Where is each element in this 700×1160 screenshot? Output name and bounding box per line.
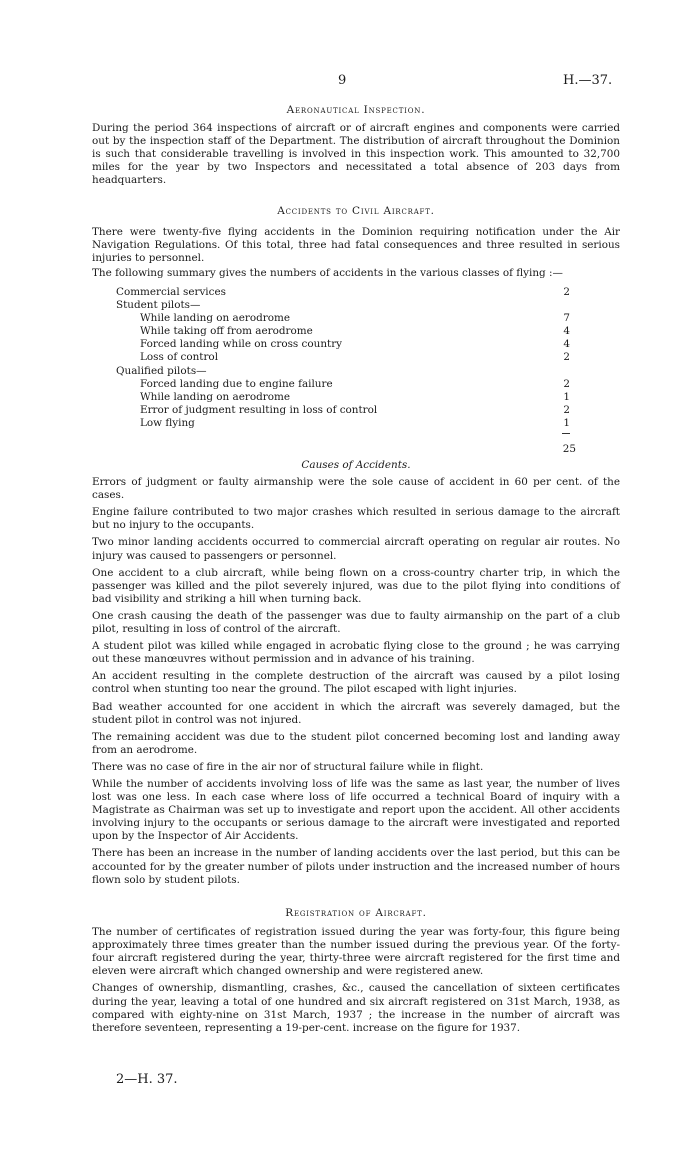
accident-summary-table: [116, 286, 620, 430]
summary-row: [116, 299, 620, 312]
paragraph: While the number of accidents involving loss of life was the same as last year, the number of lives lost was one less. In each case where loss of life occurred a technical Board of inquiry with a Magistrate as Chairman was set up to investigate and report upon the accident. All other accidents involving injury to the occupants or serious damage to the aircraft were investigated and reported upon by the Inspector of Air Accidents.: [92, 777, 620, 843]
summary-row: [116, 391, 620, 404]
paragraph: The number of certificates of registration issued during the year was forty-four, this figure being approximately three times greater than the number issued during the previous year. Of the forty-four aircraft registered during the year, thirty-three were aircraft registered for the first time and eleven were aircraft which changed ownership and were registered anew.: [92, 926, 620, 978]
paragraph: During the period 364 inspections of aircraft or of aircraft engines and components were carried out by the inspection staff of the Department. The distribution of aircraft throughout the Dominion is such that considerable travelling is involved in this inspection work. This amounted to 32,700 miles for the year by two Inspectors and necessitated a total absence of 203 days from headquarters.: [92, 122, 620, 187]
section-heading: Causes of Accidents.: [301, 459, 411, 471]
section-heading: Aeronautical Inspection.: [286, 104, 426, 116]
summary-value: 2: [563, 351, 570, 364]
summary-label: Commercial services: [116, 286, 226, 298]
summary-label: Low flying: [140, 416, 195, 429]
section-causes: [92, 459, 620, 887]
paragraph: The remaining accident was due to the student pilot concerned becoming lost and landing away from an aerodrome.: [92, 730, 620, 756]
summary-row: [116, 338, 620, 351]
total-rule: [562, 433, 570, 434]
summary-row: [116, 378, 620, 391]
summary-value: 2: [563, 286, 570, 298]
summary-label: Loss of control: [140, 351, 219, 364]
paragraph: Two minor landing accidents occurred to commercial aircraft operating on regular air routes. No injury was caused to passengers or personnel.: [92, 536, 620, 562]
paragraph: Bad weather accounted for one accident in which the aircraft was severely damaged, but the student pilot in control was not injured.: [92, 700, 620, 726]
causes-paragraphs: [92, 476, 620, 887]
paragraph: A student pilot was killed while engaged in acrobatic flying close to the ground ; he was carrying out these manœuvres without permission and in advance of his training.: [92, 640, 620, 666]
summary-value: 4: [563, 338, 570, 351]
section-aeronautical-inspection: [92, 104, 620, 188]
summary-row: [116, 404, 620, 417]
summary-label: Error of judgment resulting in loss of control: [140, 403, 378, 416]
summary-value: 4: [563, 325, 570, 338]
summary-row: [116, 417, 620, 430]
summary-row: [116, 351, 620, 364]
registration-paragraphs: [92, 926, 620, 1035]
summary-total: 25: [562, 443, 576, 455]
summary-row: [116, 286, 620, 299]
summary-label: Forced landing while on cross country: [140, 338, 343, 351]
section-heading: Registration of Aircraft.: [285, 907, 427, 919]
paragraph: One crash causing the death of the passenger was due to faulty airmanship on the part of a club pilot, resulting in loss of control of the aircraft.: [92, 609, 620, 636]
summary-value: 7: [563, 312, 570, 325]
document-reference: H.—37.: [563, 73, 613, 88]
paragraph: There were twenty-five flying accidents in the Dominion requiring notification under the Air Navigation Regulations. Of this total, three had fatal consequences and three resulted in serious injuries to personnel.: [92, 226, 620, 265]
paragraph: One accident to a club aircraft, while being flown on a cross-country charter trip, in which the passenger was killed and the pilot severely injured, was due to the pilot flying into conditions of bad visibility and striking a hill when turning back.: [92, 566, 620, 605]
paragraph: Engine failure contributed to two major crashes which resulted in serious damage to the aircraft but no injury to the occupants.: [92, 506, 620, 532]
sheet-signature: 2—H. 37.: [116, 1072, 178, 1087]
section-registration: [92, 907, 620, 1035]
summary-label: Student pilots—: [116, 299, 201, 312]
summary-value: 1: [563, 416, 570, 429]
summary-label: While landing on aerodrome: [140, 390, 290, 403]
paragraph: The following summary gives the numbers of accidents in the various classes of flying :—: [92, 267, 563, 280]
paragraph: There was no case of fire in the air nor of structural failure while in flight.: [92, 760, 484, 773]
summary-label: While landing on aerodrome: [140, 312, 290, 325]
page-number: 9: [338, 73, 347, 88]
summary-value: 2: [563, 377, 570, 390]
paragraph: An accident resulting in the complete destruction of the aircraft was caused by a pilot losing control when stunting too near the ground. The pilot escaped with light injuries.: [92, 670, 620, 696]
summary-label: Qualified pilots—: [116, 364, 207, 377]
paragraph: Changes of ownership, dismantling, crashes, &c., caused the cancellation of sixteen certificates during the year, leaving a total of one hundred and six aircraft registered on 31st March, 1938, as compared with eighty-nine on 31st March, 1937 ; the increase in the number of aircraft was therefore seventeen, representing a 19-per-cent. increase on the figure for 1937.: [92, 982, 620, 1034]
section-heading: Accidents to Civil Aircraft.: [277, 205, 435, 217]
summary-label: Forced landing due to engine failure: [140, 377, 333, 390]
summary-row: [116, 312, 620, 325]
summary-row: [116, 365, 620, 378]
summary-value: 1: [563, 390, 570, 403]
summary-row: [116, 325, 620, 338]
summary-value: 2: [563, 403, 570, 416]
section-accidents: [92, 205, 620, 280]
paragraph: Errors of judgment or faulty airmanship were the sole cause of accident in 60 per cent. of the cases.: [92, 476, 620, 502]
paragraph: There has been an increase in the number of landing accidents over the last period, but this can be accounted for by the greater number of pilots under instruction and the increased number of hours flown solo by student pilots.: [92, 847, 620, 886]
summary-label: While taking off from aerodrome: [140, 325, 313, 338]
